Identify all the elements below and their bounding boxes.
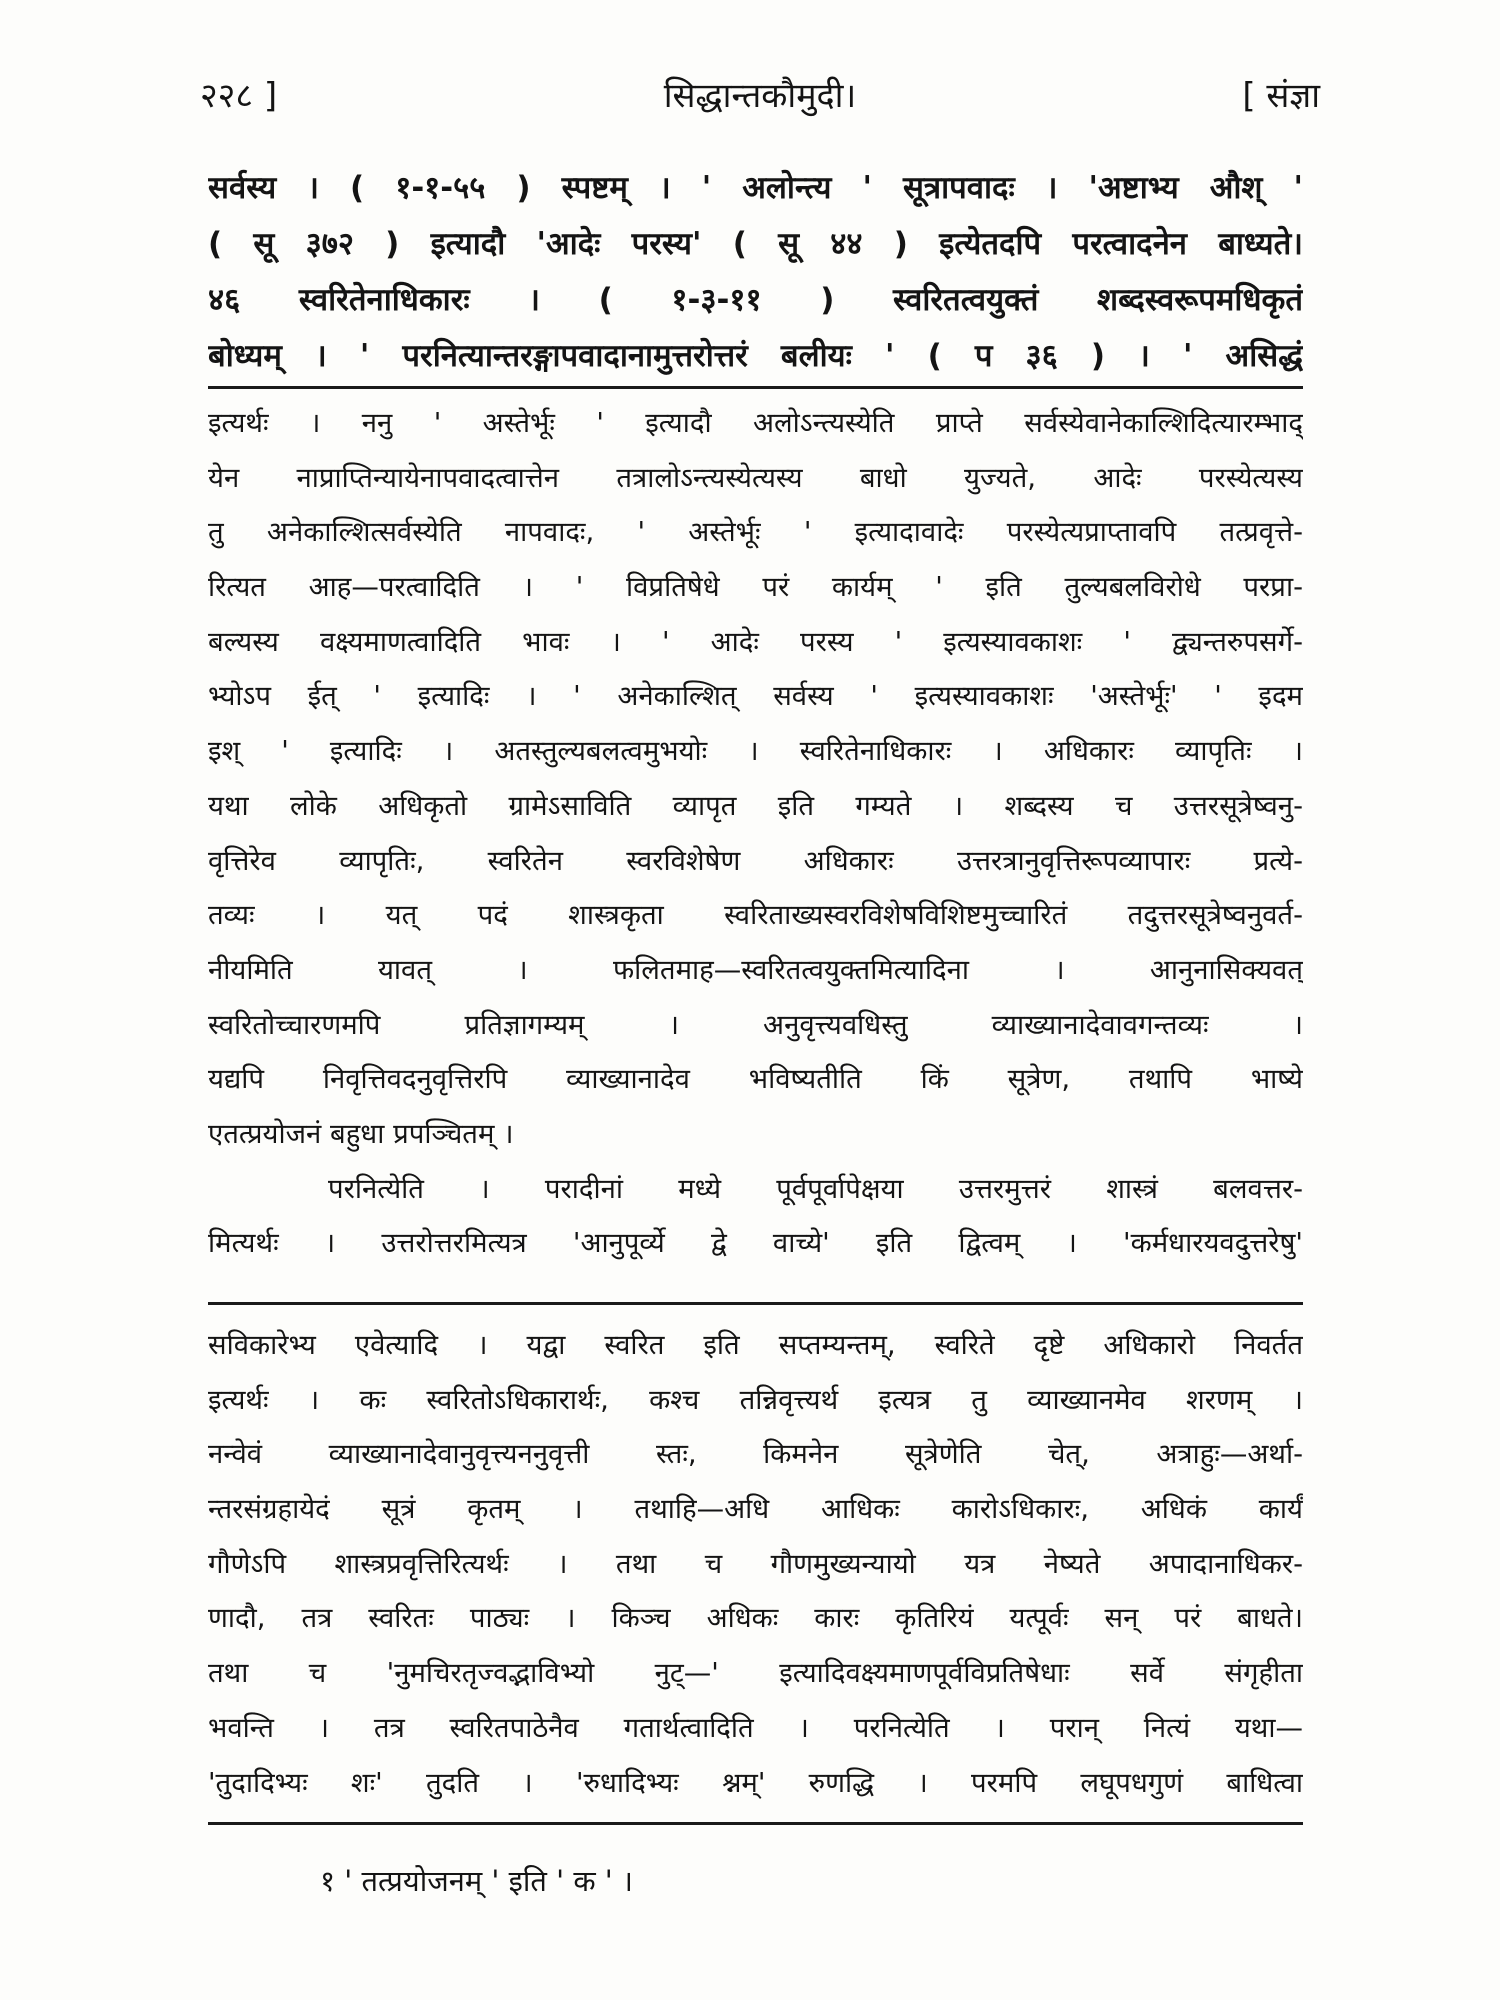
text-line: भ्योऽप ईत् ' इत्यादिः । ' अनेकाल्शित् सर्वस्य ' इत्यस्यावकाशः 'अस्तेर्भूः' ' इदम: [208, 680, 1303, 713]
text-line: तु अनेकाल्शित्सर्वस्येति नापवादः, ' अस्तेर्भूः ' इत्यादावादेः परस्येत्यप्राप्तावपि तत्प्रवृत्ते-: [208, 516, 1303, 549]
text-line: इत्यर्थः । कः स्वरितोऽधिकारार्थः, कश्च तन्निवृत्त्यर्थ इत्यत्र तु व्याख्यानमेव शरणम् ।: [208, 1383, 1303, 1416]
text-line: ( सू ३७२ ) इत्यादौ 'आदेः परस्य' ( सू ४४ ) इत्येतदपि परत्वादनेन बाध्यते।: [208, 226, 1303, 262]
text-line: बोध्यम् । ' परनित्यान्तरङ्गापवादानामुत्तरोत्तरं बलीयः ' ( प ३६ ) । ' असिद्धं: [208, 338, 1303, 374]
commentary-section-2: [208, 1318, 1303, 1810]
text-line: सर्वस्य । ( १-१-५५ ) स्पष्टम् । ' अलोन्त्य ' सूत्रापवादः । 'अष्टाभ्य औश् ': [208, 170, 1303, 206]
text-line: णादौ, तत्र स्वरितः पाठ्यः । किञ्च अधिकः कारः कृतिरियं यत्पूर्वः सन् परं बाधते।: [208, 1602, 1303, 1635]
page-header: [200, 68, 1320, 124]
commentary-section-1: [208, 396, 1303, 1271]
text-line: इत्यर्थः । ननु ' अस्तेर्भूः ' इत्यादौ अलोऽन्त्यस्येति प्राप्ते सर्वस्येवानेकाल्शिदित्यारम्भाद्: [208, 407, 1303, 439]
text-line: स्वरितोच्चारणमपि प्रतिज्ञागम्यम् । अनुवृत्त्यवधिस्तु व्याख्यानादेवावगन्तव्यः ।: [208, 1008, 1303, 1041]
text-line: ४६ स्वरितेनाधिकारः । ( १-३-११ ) स्वरितत्वयुक्तं शब्दस्वरूपमधिकृतं: [208, 282, 1303, 318]
footnote: १ ' तत्प्रयोजनम् ' इति ' क ' ।: [320, 1864, 633, 1898]
text-line: सविकारेभ्य एवेत्यादि । यद्वा स्वरित इति सप्तम्यन्तम्, स्वरिते दृष्टे अधिकारो निवर्तत: [208, 1329, 1303, 1361]
text-line: रित्यत आह—परत्वादिति । ' विप्रतिषेधे परं कार्यम् ' इति तुल्यबलविरोधे परप्रा-: [208, 571, 1303, 604]
text-line: तव्यः । यत् पदं शास्त्रकृता स्वरिताख्यस्वरविशेषविशिष्टमुच्चारितं तदुत्तरसूत्रेष्वनुवर्त-: [208, 899, 1303, 932]
text-line: यथा लोके अधिकृतो ग्रामेऽसाविति व्यापृत इति गम्यते । शब्दस्य च उत्तरसूत्रेष्वनु-: [208, 789, 1303, 822]
text-line: यद्यपि निवृत्तिवदनुवृत्तिरपि व्याख्यानादेव भविष्यतीति किं सूत्रेण, तथापि भाष्ये: [208, 1063, 1303, 1096]
footnote-divider: [208, 1822, 1303, 1825]
text-line: येन नाप्राप्तिन्यायेनापवादत्वात्तेन तत्रालोऽन्त्यस्येत्यस्य बाधो युज्यते, आदेः परस्येत्यस्य: [208, 461, 1303, 494]
section-divider: [208, 386, 1303, 389]
text-line: बल्यस्य वक्ष्यमाणत्वादिति भावः । ' आदेः परस्य ' इत्यस्यावकाशः ' द्व्यन्तरुपसर्गे-: [208, 625, 1303, 658]
text-line: गौणेऽपि शास्त्रप्रवृत्तिरित्यर्थः । तथा च गौणमुख्यन्यायो यत्र नेष्यते अपादानाधिकर-: [208, 1547, 1303, 1580]
text-line: मित्यर्थः । उत्तरोत्तरमित्यत्र 'आनुपूर्व्ये द्वे वाच्ये' इति द्वित्वम् । 'कर्मधारयवदुत्तरेषु': [208, 1227, 1303, 1260]
section-name: [ संज्ञा: [1242, 76, 1320, 116]
page-number: २२८ ]: [200, 76, 278, 116]
text-line: न्तरसंग्रहायेदं सूत्रं कृतम् । तथाहि—अधि आधिकः कारोऽधिकारः, अधिकं कार्यं: [208, 1493, 1303, 1526]
text-line: नीयमिति यावत् । फलितमाह—स्वरितत्वयुक्तमित्यादिना । आनुनासिक्यवत्: [208, 953, 1303, 986]
main-sutra-text: [208, 160, 1303, 384]
section-divider: [208, 1302, 1303, 1305]
text-line: परनित्येति । परादीनां मध्ये पूर्वपूर्वापेक्षया उत्तरमुत्तरं शास्त्रं बलवत्तर-: [328, 1172, 1303, 1205]
running-title: सिद्धान्तकौमुदी।: [663, 76, 857, 116]
text-line: तथा च 'नुमचिरतृज्वद्भाविभ्यो नुट्—' इत्यादिवक्ष्यमाणपूर्वविप्रतिषेधाः सर्वे संगृहीता: [208, 1657, 1303, 1690]
text-line: नन्वेवं व्याख्यानादेवानुवृत्त्यननुवृत्ती स्तः, किमनेन सूत्रेणेति चेत्, अत्राहुः—अर्था-: [208, 1438, 1303, 1471]
text-line: एतत्प्रयोजनं बहुधा प्रपञ्चितम् ।: [208, 1117, 514, 1150]
text-line: वृत्तिरेव व्यापृतिः, स्वरितेन स्वरविशेषेण अधिकारः उत्तरत्रानुवृत्तिरूपव्यापारः प्रत्ये-: [208, 844, 1303, 877]
text-line: इश् ' इत्यादिः । अतस्तुल्यबलत्वमुभयोः । स्वरितेनाधिकारः । अधिकारः व्यापृतिः ।: [208, 735, 1303, 768]
text-line: भवन्ति । तत्र स्वरितपाठेनैव गतार्थत्वादिति । परनित्येति । परान् नित्यं यथा—: [208, 1711, 1303, 1744]
text-line: 'तुदादिभ्यः शः' तुदति । 'रुधादिभ्यः श्नम्' रुणद्धि । परमपि लघूपधगुणं बाधित्वा: [208, 1766, 1303, 1799]
